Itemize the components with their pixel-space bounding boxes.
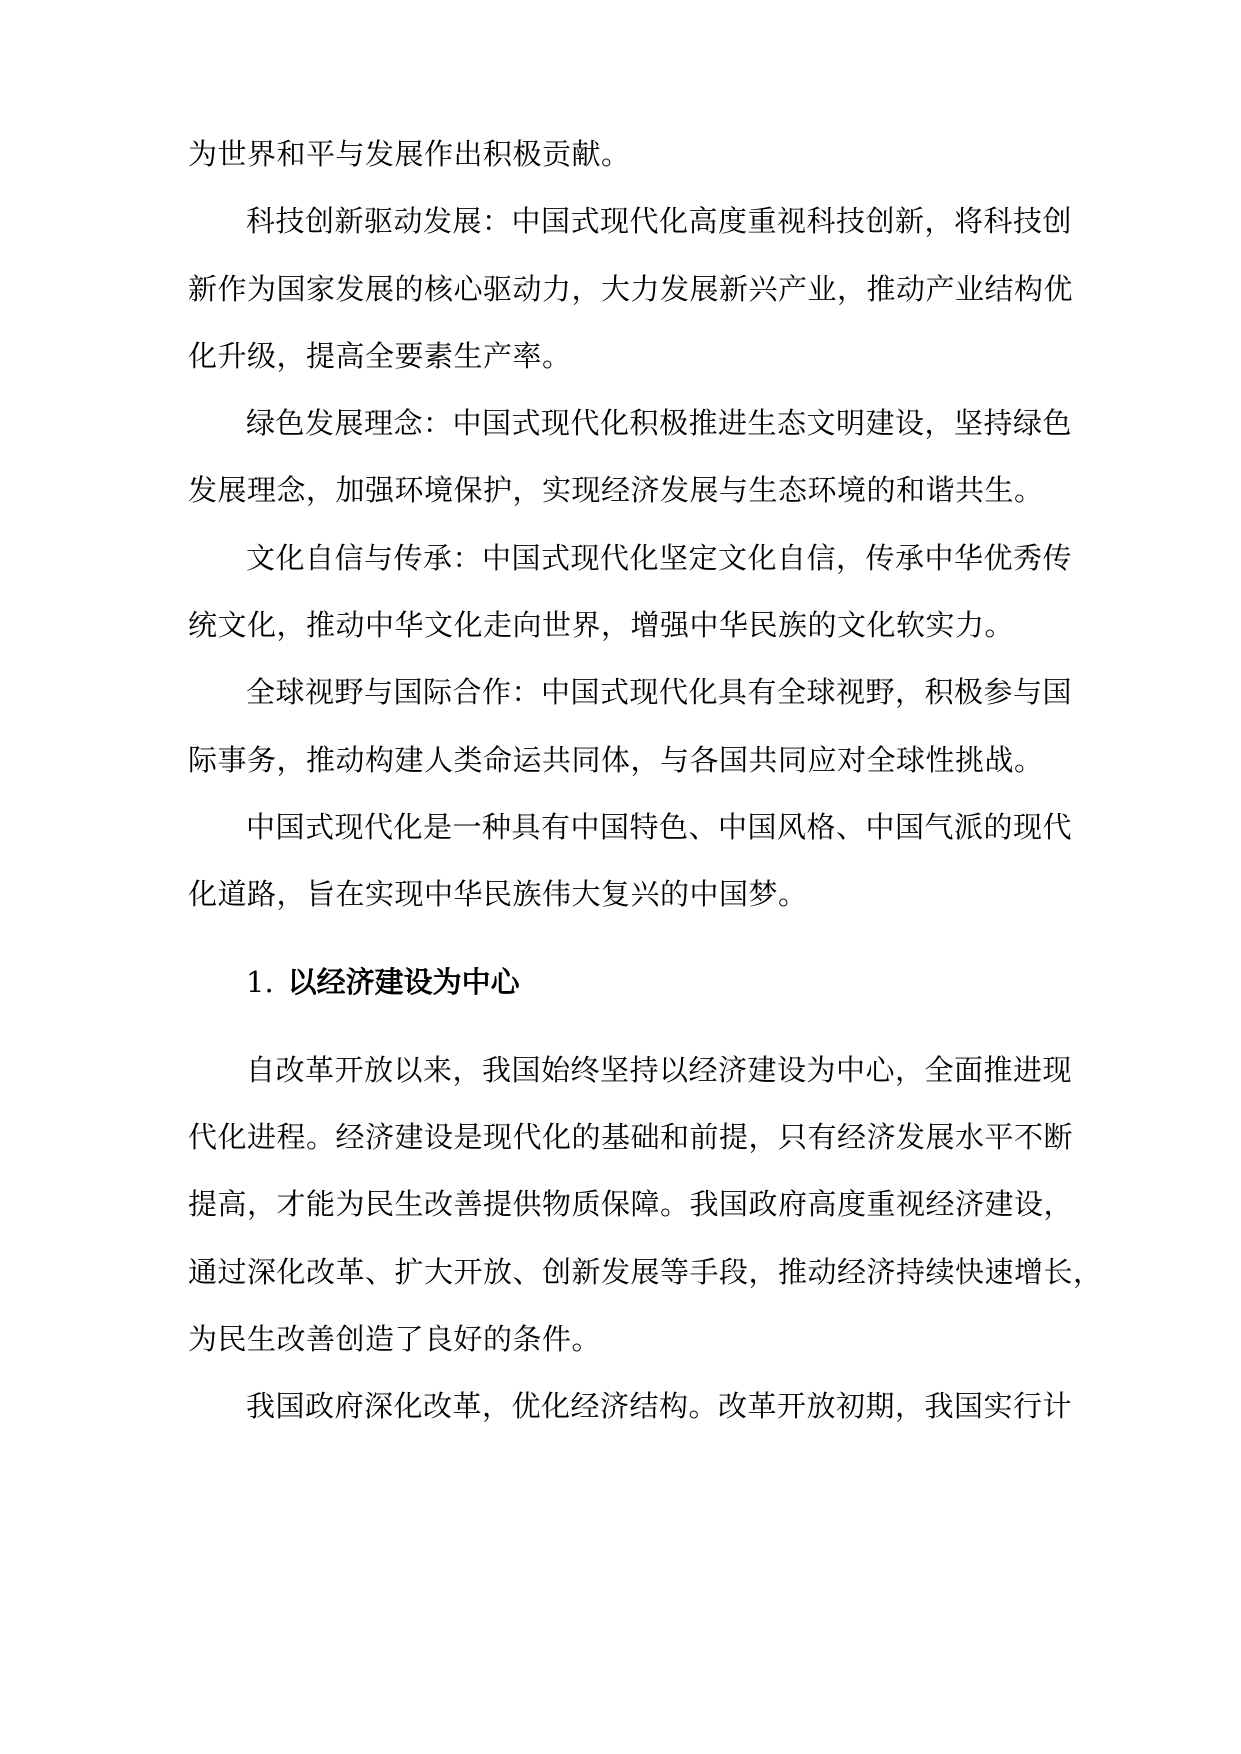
paragraph-global-vision: 全球视野与国际合作：中国式现代化具有全球视野，积极参与国 [246,675,1073,709]
text-line: 提高，才能为民生改善提供物质保障。我国政府高度重视经济建设， [188,1187,1074,1221]
paragraph-cultural-confidence: 文化自信与传承：中国式现代化坚定文化自信，传承中华优秀传 [246,541,1073,575]
text-line: 化升级，提高全要素生产率。 [188,339,572,373]
section-number: 1. [246,965,274,999]
text-line: 为民生改善创造了良好的条件。 [188,1322,602,1356]
text-line: 统文化，推动中华文化走向世界，增强中华民族的文化软实力。 [188,608,1015,642]
text-line: 化道路，旨在实现中华民族伟大复兴的中国梦。 [188,877,808,911]
text-line: 际事务，推动构建人类命运共同体，与各国共同应对全球性挑战。 [188,743,1044,777]
section-title: 以经济建设为中心 [287,965,520,999]
text-line: 为世界和平与发展作出积极贡献。 [188,137,631,171]
text-line: 通过深化改革、扩大开放、创新发展等手段，推动经济持续快速增长， [188,1255,1103,1289]
section-heading [246,962,520,1002]
paragraph-summary: 中国式现代化是一种具有中国特色、中国风格、中国气派的现代 [246,810,1073,844]
paragraph-economic-construction: 自改革开放以来，我国始终坚持以经济建设为中心，全面推进现 [246,1053,1073,1087]
text-line: 新作为国家发展的核心驱动力，大力发展新兴产业，推动产业结构优 [188,272,1074,306]
paragraph-deepen-reform: 我国政府深化改革，优化经济结构。改革开放初期，我国实行计 [246,1389,1073,1423]
text-line: 代化进程。经济建设是现代化的基础和前提，只有经济发展水平不断 [188,1120,1074,1154]
paragraph-tech-innovation: 科技创新驱动发展：中国式现代化高度重视科技创新，将科技创 [246,204,1073,238]
paragraph-green-development: 绿色发展理念：中国式现代化积极推进生态文明建设，坚持绿色 [246,406,1073,440]
text-line: 发展理念，加强环境保护，实现经济发展与生态环境的和谐共生。 [188,473,1044,507]
